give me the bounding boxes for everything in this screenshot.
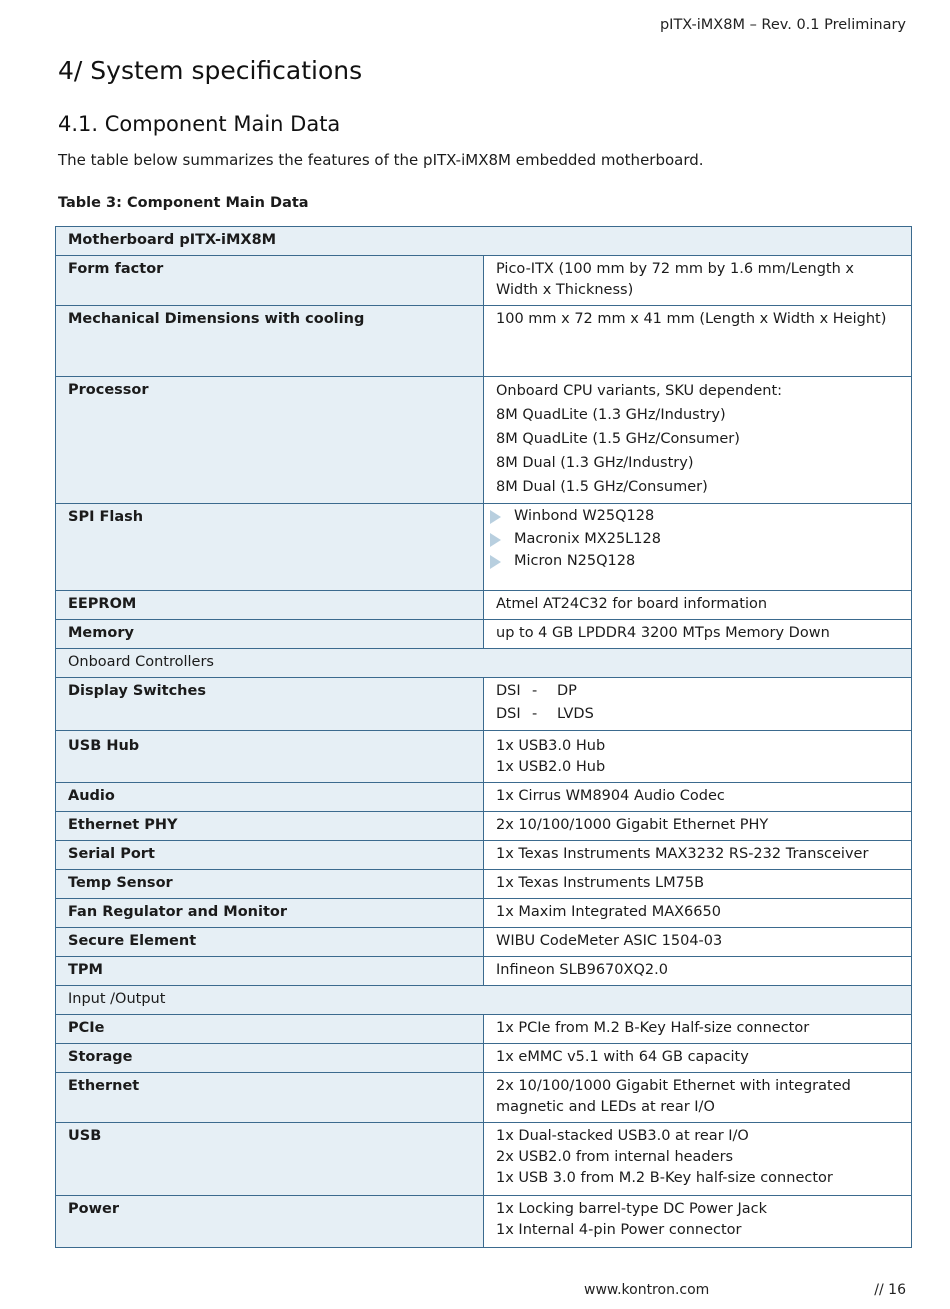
table-row <box>56 591 912 620</box>
row-label: Memory <box>56 620 484 649</box>
bullet-triangle-icon <box>490 533 501 547</box>
switch-separator: - <box>532 706 538 722</box>
processor-line: Onboard CPU variants, SKU dependent: <box>496 383 783 399</box>
row-label: Form factor <box>56 256 484 306</box>
power-line: 1x Internal 4-pin Power connector <box>496 1222 742 1238</box>
intro-paragraph: The table below summarizes the features of the pITX-iMX8M embedded motherboard. <box>58 151 704 169</box>
section-row <box>56 986 912 1015</box>
display-switch-line <box>496 680 899 703</box>
table-title: Motherboard pITX-iMX8M <box>56 227 912 256</box>
subsection-title: 4.1. Component Main Data <box>58 112 341 136</box>
row-label: Display Switches <box>56 678 484 731</box>
row-label: PCIe <box>56 1015 484 1044</box>
page-number: // 16 <box>874 1282 906 1298</box>
row-label: Serial Port <box>56 841 484 870</box>
row-label: Temp Sensor <box>56 870 484 899</box>
usb-hub-line: 1x USB3.0 Hub <box>496 738 606 754</box>
table-row <box>56 256 912 306</box>
list-item-text: Micron N25Q128 <box>514 553 636 569</box>
switch-source: DSI <box>496 683 521 699</box>
table-row <box>56 1196 912 1248</box>
row-value: 1x eMMC v5.1 with 64 GB capacity <box>484 1044 912 1073</box>
table-row <box>56 841 912 870</box>
row-label: Power <box>56 1196 484 1248</box>
row-value: 1x Texas Instruments LM75B <box>484 870 912 899</box>
row-value: Infineon SLB9670XQ2.0 <box>484 957 912 986</box>
usb-values <box>484 1123 912 1196</box>
table-row <box>56 377 912 504</box>
table-row <box>56 1073 912 1123</box>
row-value: 1x Maxim Integrated MAX6650 <box>484 899 912 928</box>
table-caption: Table 3: Component Main Data <box>58 195 309 211</box>
row-label: Storage <box>56 1044 484 1073</box>
bullet-triangle-icon <box>490 510 501 524</box>
section-heading-input-output: Input /Output <box>56 986 912 1015</box>
table-row <box>56 620 912 649</box>
table-row <box>56 504 912 591</box>
processor-line: 8M Dual (1.3 GHz/Industry) <box>496 455 694 471</box>
usb-line: 2x USB2.0 from internal headers <box>496 1149 734 1165</box>
switch-target: DP <box>557 683 577 699</box>
row-value: 2x 10/100/1000 Gigabit Ethernet with integrated magnetic and LEDs at rear I/O <box>484 1073 912 1123</box>
usb-hub-line: 1x USB2.0 Hub <box>496 759 606 775</box>
row-value: 100 mm x 72 mm x 41 mm (Length x Width x Height) <box>484 306 912 377</box>
table-row <box>56 957 912 986</box>
row-value: up to 4 GB LPDDR4 3200 MTps Memory Down <box>484 620 912 649</box>
table-row <box>56 812 912 841</box>
row-label: SPI Flash <box>56 504 484 591</box>
display-switch-values <box>484 678 912 731</box>
processor-line: 8M QuadLite (1.3 GHz/Industry) <box>496 407 726 423</box>
table-row <box>56 783 912 812</box>
table-row <box>56 870 912 899</box>
row-label: USB Hub <box>56 731 484 783</box>
row-value: Atmel AT24C32 for board information <box>484 591 912 620</box>
table-row <box>56 1015 912 1044</box>
row-label: Secure Element <box>56 928 484 957</box>
row-label: Mechanical Dimensions with cooling <box>56 306 484 377</box>
row-label: TPM <box>56 957 484 986</box>
display-switch-line <box>496 703 899 726</box>
spi-flash-list <box>484 504 912 591</box>
document-header-title: pITX-iMX8M – Rev. 0.1 Preliminary <box>659 17 906 33</box>
row-label: Ethernet <box>56 1073 484 1123</box>
row-label: Processor <box>56 377 484 504</box>
row-value: 1x Texas Instruments MAX3232 RS-232 Transceiver <box>484 841 912 870</box>
row-label: Fan Regulator and Monitor <box>56 899 484 928</box>
footer-website-link[interactable]: www.kontron.com <box>584 1282 710 1298</box>
row-value: 1x Cirrus WM8904 Audio Codec <box>484 783 912 812</box>
table-row <box>56 1044 912 1073</box>
processor-values <box>484 377 912 504</box>
component-main-data-table <box>55 226 912 1248</box>
processor-line: 8M Dual (1.5 GHz/Consumer) <box>496 479 708 495</box>
table-title-row <box>56 227 912 256</box>
table-row <box>56 306 912 377</box>
table-row <box>56 928 912 957</box>
table-row <box>56 678 912 731</box>
list-item <box>496 505 899 528</box>
list-item-text: Winbond W25Q128 <box>514 508 655 524</box>
section-title: 4/ System specifications <box>58 56 363 85</box>
bullet-triangle-icon <box>490 555 501 569</box>
usb-hub-values <box>484 731 912 783</box>
switch-source: DSI <box>496 706 521 722</box>
processor-line: 8M QuadLite (1.5 GHz/Consumer) <box>496 431 740 447</box>
row-label: EEPROM <box>56 591 484 620</box>
power-values <box>484 1196 912 1248</box>
switch-separator: - <box>532 683 538 699</box>
row-label: Audio <box>56 783 484 812</box>
usb-line: 1x Dual-stacked USB3.0 at rear I/O <box>496 1128 749 1144</box>
table-row <box>56 899 912 928</box>
row-label: Ethernet PHY <box>56 812 484 841</box>
section-row <box>56 649 912 678</box>
table-row <box>56 1123 912 1196</box>
section-heading-onboard-controllers: Onboard Controllers <box>56 649 912 678</box>
usb-line: 1x USB 3.0 from M.2 B-Key half-size connector <box>496 1170 833 1186</box>
list-item <box>496 550 899 573</box>
row-label: USB <box>56 1123 484 1196</box>
row-value: 2x 10/100/1000 Gigabit Ethernet PHY <box>484 812 912 841</box>
table-row <box>56 731 912 783</box>
row-value: WIBU CodeMeter ASIC 1504-03 <box>484 928 912 957</box>
row-value: Pico-ITX (100 mm by 72 mm by 1.6 mm/Length x Width x Thickness) <box>484 256 912 306</box>
list-item <box>496 528 899 551</box>
list-item-text: Macronix MX25L128 <box>514 530 661 547</box>
row-value: 1x PCIe from M.2 B-Key Half-size connector <box>484 1015 912 1044</box>
power-line: 1x Locking barrel-type DC Power Jack <box>496 1201 768 1217</box>
switch-target: LVDS <box>557 706 594 722</box>
